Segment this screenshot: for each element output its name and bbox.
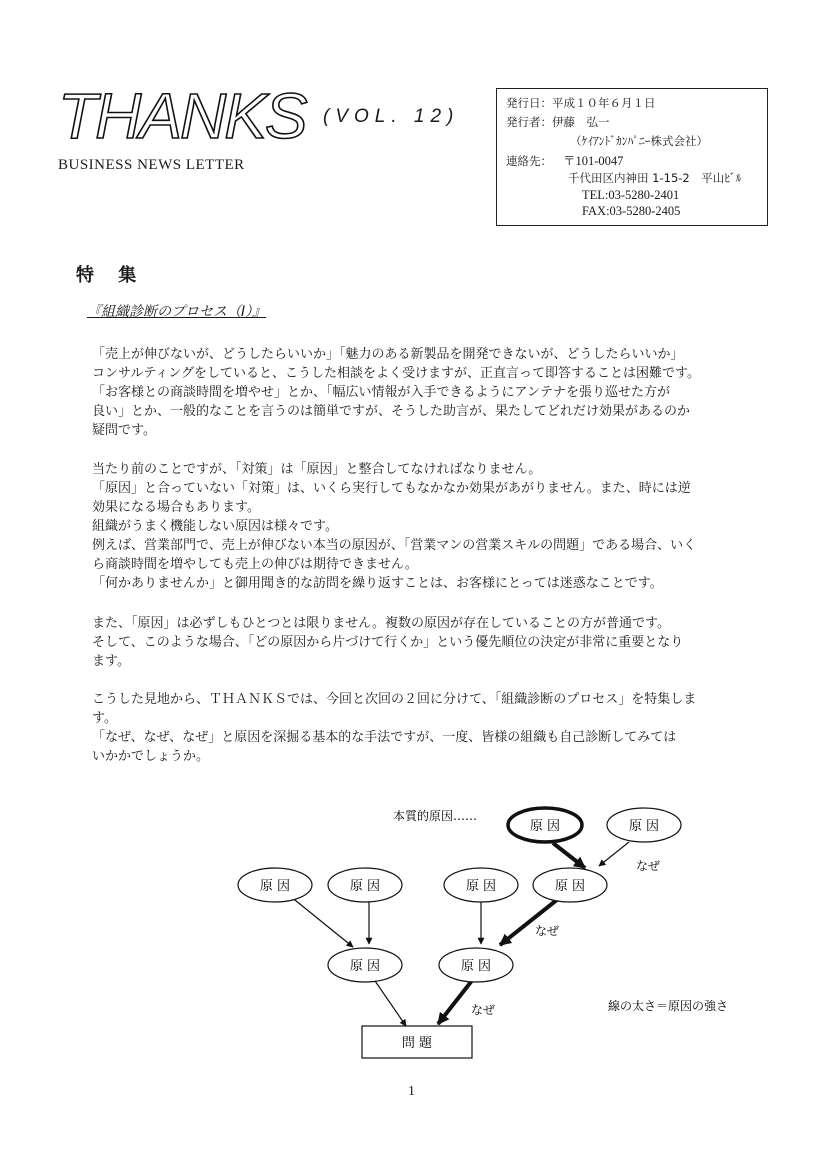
publisher-name: 発行者：伊藤 弘一: [506, 115, 610, 129]
text-line: 「お客様との商談時間を増やせ」とか、「幅広い情報が入手できるようにアンテナを張り巡せた方が: [92, 385, 670, 400]
section-title: 特 集: [76, 265, 146, 286]
publisher-company: （ｹｲｱﾝﾄﾞｶﾝﾊﾟﾆｰ株式会社）: [570, 134, 708, 148]
address: 千代田区内神田 1-15-2 平山ﾋﾞﾙ: [568, 171, 742, 185]
feature-title: 『組織診断のプロセス（Ⅰ）』: [87, 304, 267, 320]
text-line: ます。: [92, 654, 130, 669]
cause-analysis-diagram: [0, 790, 825, 1080]
paragraph-2: [92, 460, 696, 593]
text-line: コンサルティングをしていると、こうした相談をよく受けますが、正直言って即答することは困難です。: [92, 366, 701, 381]
arrow: [599, 842, 629, 866]
text-line: そして、このような場合、「どの原因から片づけて行くか」という優先順位の決定が非常に重要となり: [92, 635, 684, 650]
problem-label: 問 題: [401, 1036, 433, 1051]
arrow: [373, 978, 406, 1026]
telephone: TEL:03-5280-2401: [582, 188, 680, 202]
essential-cause-label: 本質的原因……: [393, 809, 478, 823]
arrow: [290, 896, 353, 947]
node-label: 原 因: [259, 879, 291, 894]
text-line: 効果になる場合もあります。: [92, 500, 260, 515]
paragraph-1: [92, 345, 700, 440]
text-line: 「なぜ、なぜ、なぜ」と原因を深掘る基本的な手法ですが、一度、皆様の組織も自己診断してみては: [92, 730, 677, 745]
issue-date: 発行日：平成１０年６月１日: [506, 96, 656, 110]
strong-arrow: [500, 899, 558, 945]
node-label: 原 因: [628, 819, 660, 834]
volume-number: (VOL. 12): [323, 106, 460, 127]
text-line: 「売上が伸びないが、どうしたらいいか」「魅力のある新製品を開発できないが、どうしたらいいか」: [92, 347, 684, 362]
text-line: ら商談時間を増やしても売上の伸びは期待できません。: [92, 557, 418, 572]
why-label: なぜ: [535, 924, 560, 938]
why-label: なぜ: [471, 1003, 496, 1017]
strong-arrow: [553, 843, 585, 868]
page-number: 1: [408, 1084, 415, 1099]
text-line: また、「原因」は必ずしもひとつとは限りません。複数の原因が存在していることの方が普通です。: [92, 616, 670, 631]
text-line: 疑問です。: [92, 423, 156, 438]
text-line: 当たり前のことですが、「対策」は「原因」と整合してなければなりません。: [92, 462, 542, 477]
text-line: す。: [92, 711, 117, 726]
text-line: 例えば、営業部門で、売上が伸びない本当の原因が、「営業マンの営業スキルの問題」である場合、いく: [92, 538, 697, 553]
node-label: 原 因: [349, 879, 381, 894]
paragraph-3: [92, 614, 683, 671]
text-line: 「原因」と合っていない「対策」は、いくら実行してもなかなか効果があがりません。また、時には逆: [92, 481, 691, 496]
paragraph-4: [92, 690, 696, 766]
node-label: 原 因: [529, 819, 561, 834]
newsletter-logo: THANKS: [58, 80, 306, 152]
postal-code: 〒101-0047: [563, 154, 624, 168]
node-label: 原 因: [349, 959, 381, 974]
newsletter-subtitle: BUSINESS NEWS LETTER: [58, 157, 245, 173]
text-line: こうした見地から、ＴＨＡＮＫＳでは、今回と次回の２回に分けて、「組織診断のプロセス」を特集しま: [92, 692, 697, 707]
contact-label: 連絡先：: [506, 154, 552, 168]
text-line: 「何かありませんか」と御用聞き的な訪問を繰り返すことは、お客様にとっては迷惑なことです。: [92, 576, 663, 591]
text-line: いかかでしょうか。: [92, 749, 210, 764]
fax: FAX:03-5280-2405: [582, 204, 681, 218]
node-label: 原 因: [460, 959, 492, 974]
node-label: 原 因: [465, 879, 497, 894]
why-label: なぜ: [636, 859, 661, 873]
text-line: 良い」とか、一般的なことを言うのは簡単ですが、そうした助言が、果たしてどれだけ効果があるのか: [92, 404, 691, 419]
node-label: 原 因: [554, 879, 586, 894]
strong-arrow: [438, 978, 474, 1024]
diagram-legend: 線の太さ＝原因の強さ: [608, 999, 729, 1013]
text-line: 組織がうまく機能しない原因は様々です。: [92, 519, 338, 534]
